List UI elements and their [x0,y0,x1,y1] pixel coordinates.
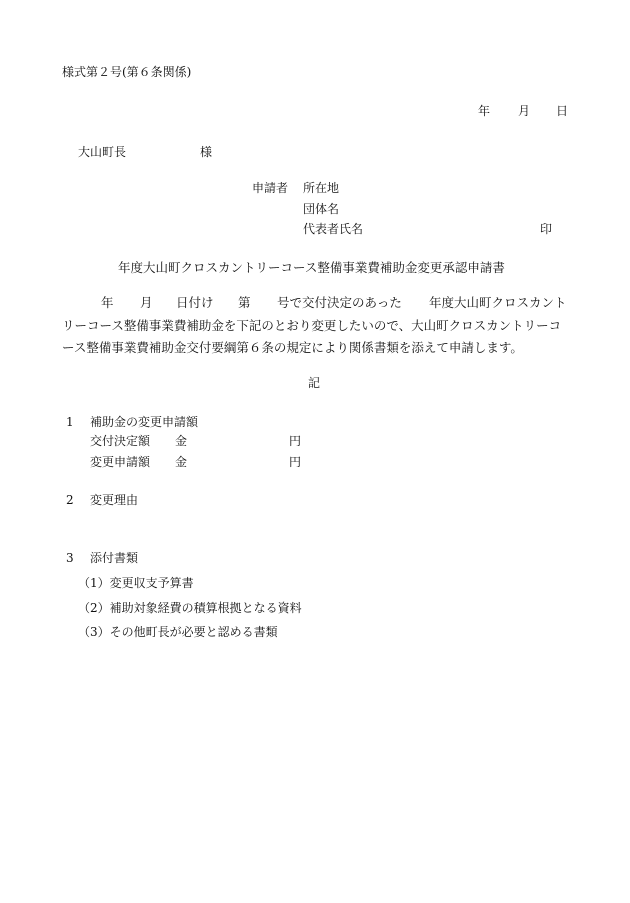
body-line-3: ース整備事業費補助金交付要綱第６条の規定により関係書類を添えて申請します。 [62,340,523,355]
item-1-row-1-prefix: 金 [175,434,188,448]
form-number-label: 様式第２号(第６条関係) [62,65,192,79]
item-3-sub-1: （1）変更収支予算書 [78,576,194,590]
addressee-name: 大山町長 [78,145,127,159]
item-1-row-2-label: 変更申請額 [90,455,151,469]
item-1-row-1-unit: 円 [289,434,302,448]
item-1-row-2-unit: 円 [289,455,302,469]
body-line-2: リーコース整備事業費補助金を下記のとおり変更したいので、大山町クロスカントリーコ [62,318,562,333]
date-year-label: 年 [478,104,491,118]
body-line-1-fragment: 年 [101,295,114,310]
body-line-1-fragment: 年度大山町クロスカント [429,295,567,310]
document-title: 年度大山町クロスカントリーコース整備事業費補助金変更承認申請書 [118,260,505,275]
item-2-number: 2 [66,493,74,507]
applicant-rep-label: 代表者氏名 [303,222,364,236]
item-2-label: 変更理由 [90,493,139,507]
body-line-1-fragment: 号で交付決定のあった [277,295,402,310]
item-1-number: 1 [66,415,74,429]
applicant-label: 申請者 [252,181,289,195]
item-3-label: 添付書類 [90,551,139,565]
item-3-sub-3: （3）その他町長が必要と認める書類 [78,625,278,639]
item-1-row-2-prefix: 金 [175,455,188,469]
item-1-label: 補助金の変更申請額 [90,415,199,429]
date-month-label: 月 [518,104,531,118]
body-line-1-fragment: 第 [238,295,251,310]
body-line-1-fragment: 月 [140,295,153,310]
applicant-org-label: 団体名 [303,202,340,216]
body-line-1-fragment: 日付け [176,295,214,310]
date-day-label: 日 [556,104,569,118]
applicant-address-label: 所在地 [303,181,340,195]
seal-mark: 印 [540,222,553,236]
item-3-number: 3 [66,551,74,565]
addressee-honorific: 様 [200,145,213,159]
item-3-sub-2: （2）補助対象経費の積算根拠となる資料 [78,601,302,615]
ki-heading: 記 [308,376,321,390]
item-1-row-1-label: 交付決定額 [90,434,151,448]
